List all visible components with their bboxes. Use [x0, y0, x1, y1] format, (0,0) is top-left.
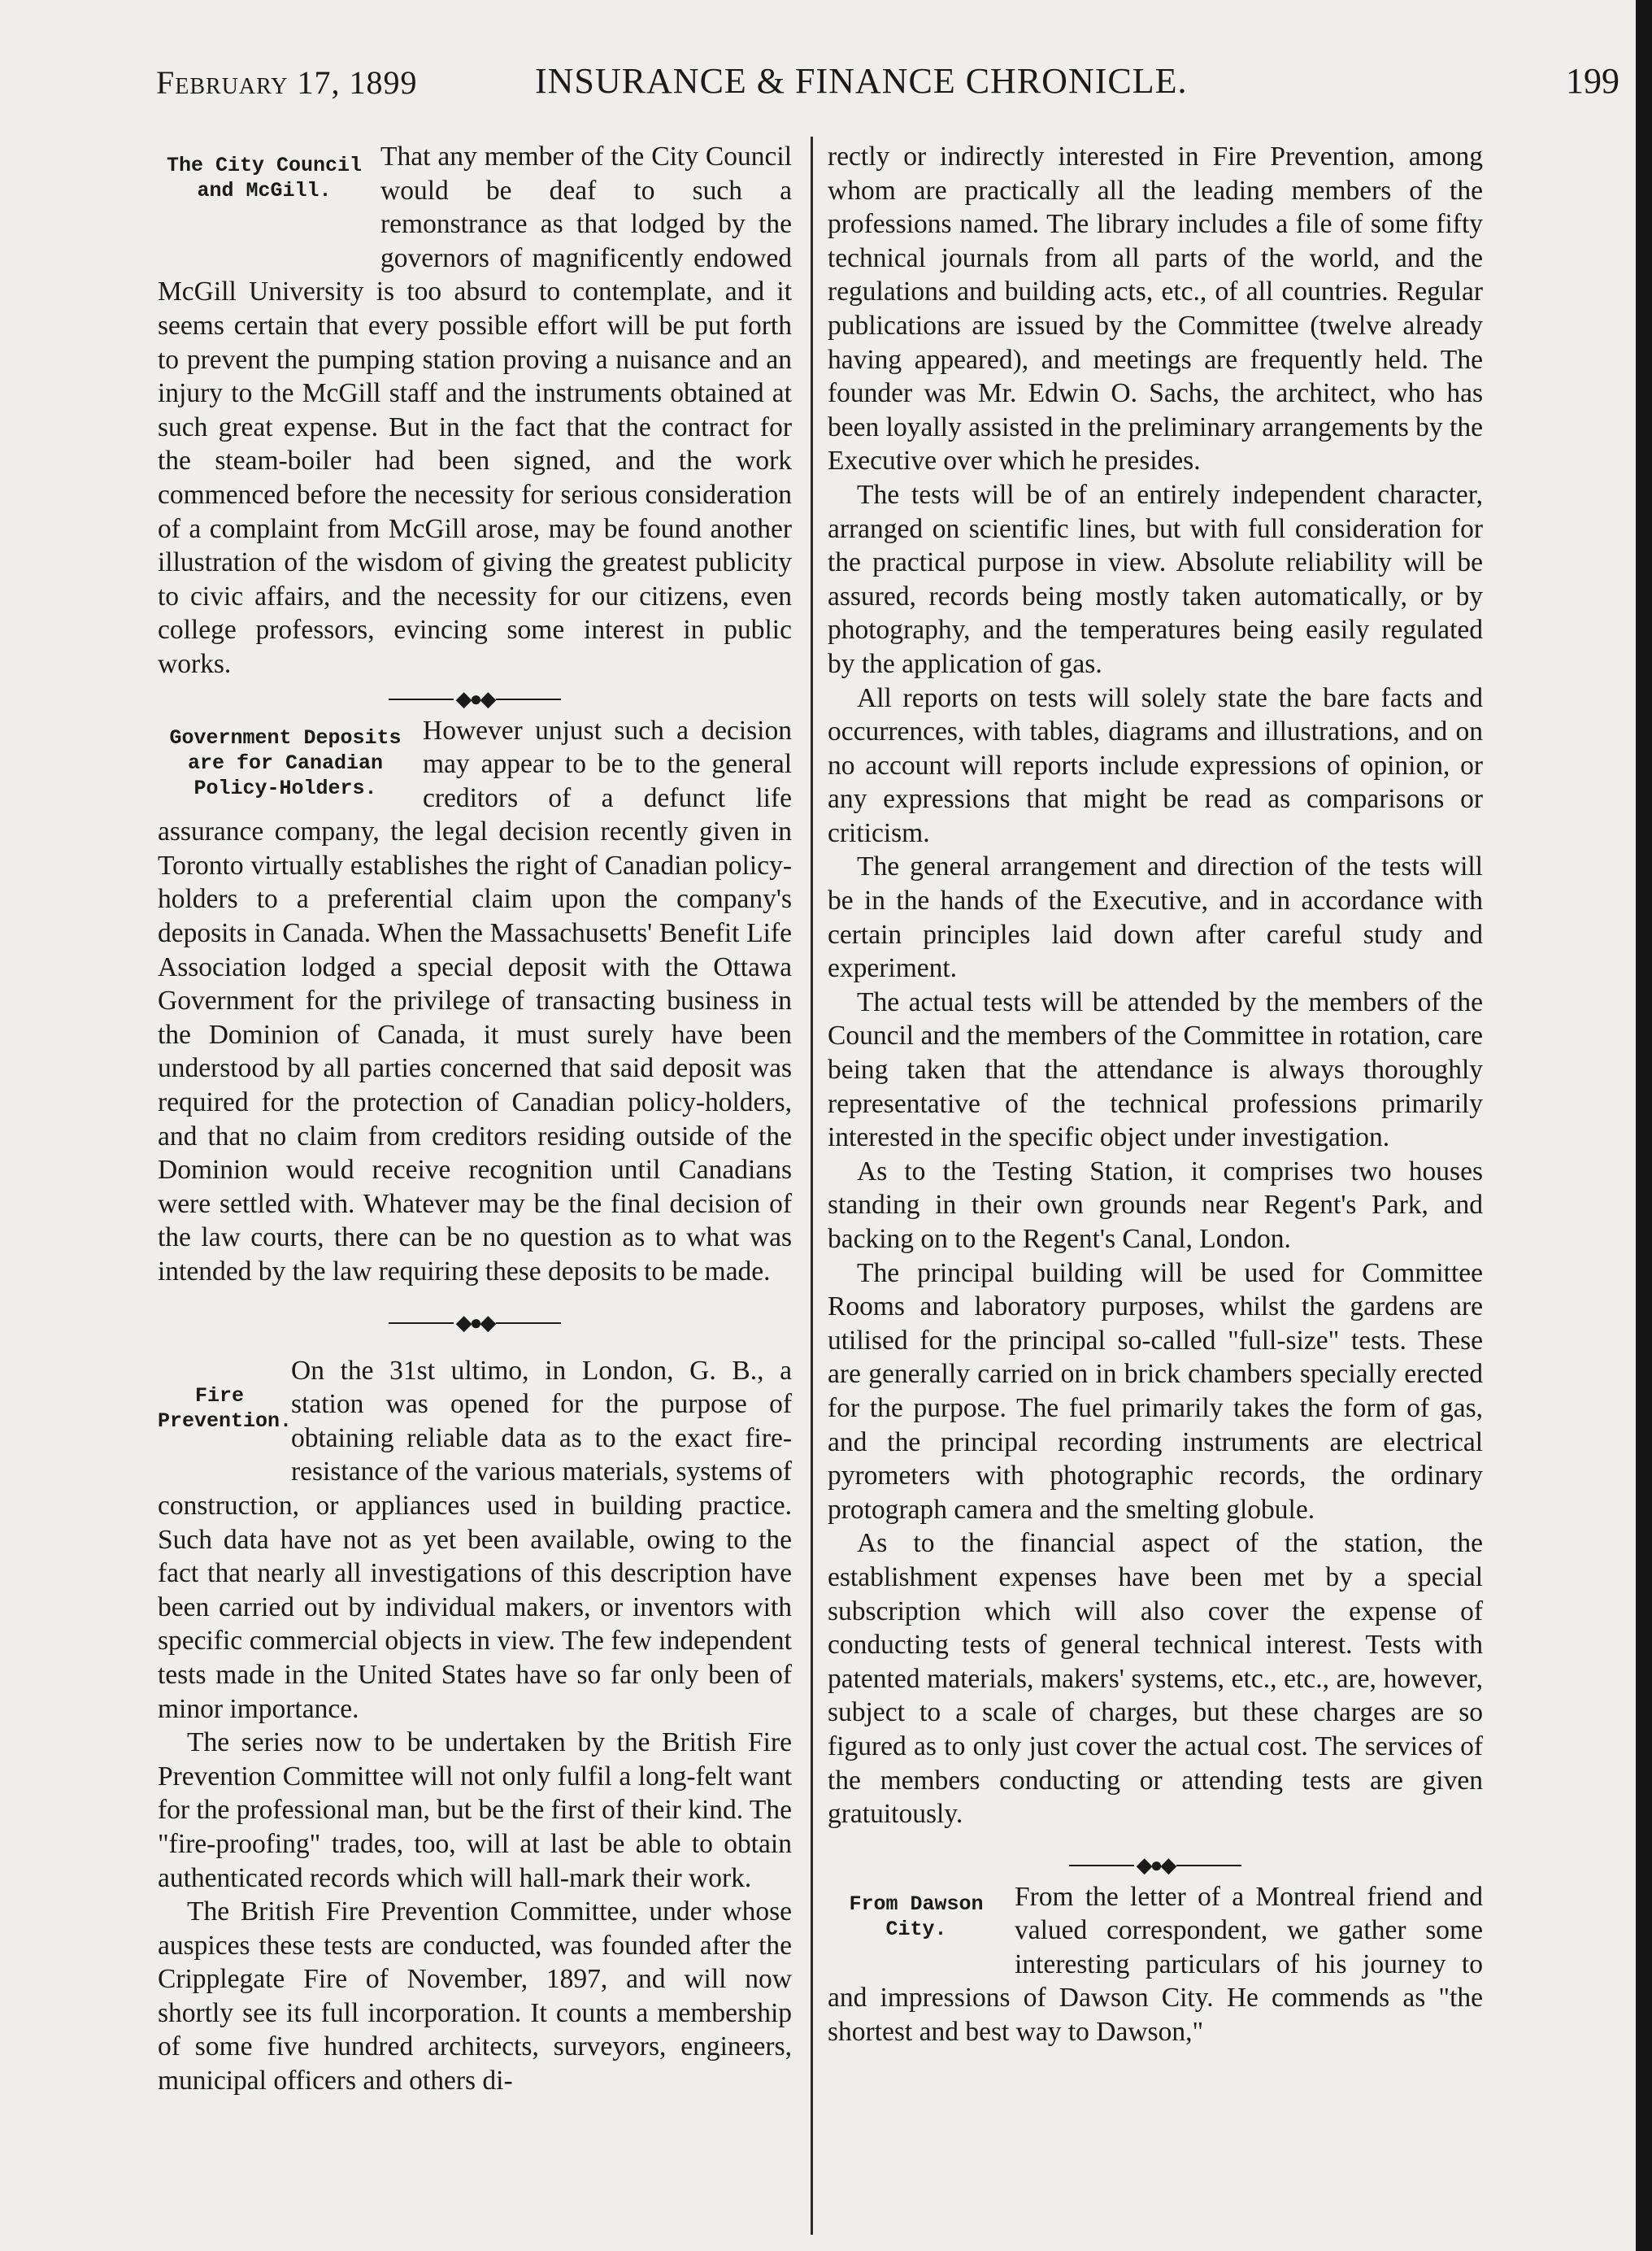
article-fire-prevention-para3: The British Fire Prevention Committee, under whose auspices these tests are conducted, was founded after the Cripplegate Fire of November, 1897, and will now shortly see its full incorporation. It counts a membership of some five hundred architects, surveyors, engineers, municipal officers and others di-	[158, 1896, 792, 2096]
right-column	[828, 140, 1483, 2049]
publication-title: INSURANCE & FINANCE CHRONICLE.	[535, 61, 1188, 101]
paragraph: The general arrangement and direction of the tests will be in the hands of the Executive, and in accordance with certain principles laid down after careful study and experiment.	[828, 851, 1483, 984]
paragraph: The actual tests will be attended by the members of the Council and the members of the Committee in rotation, care being taken that the attendance is always thoroughly representative of the technical professions primarily interested in the specific object under investigation.	[828, 986, 1483, 1153]
section-divider: ◆●◆	[828, 1848, 1483, 1880]
paragraph: The tests will be of an entirely independent character, arranged on scientific lines, but with full consideration for the practical purpose in view. Absolute reliability will be assured, records being mostly taken automatically, or by photography, and the temperatures being easily regulated by the application of gas.	[828, 479, 1483, 679]
section-divider: ◆●◆	[158, 1305, 792, 1338]
paragraph: As to the Testing Station, it comprises two houses standing in their own grounds near Regent's Park, and backing on to the Regent's Canal, London.	[828, 1156, 1483, 1254]
column-rule	[811, 137, 813, 2235]
side-heading-government-deposits: Government Deposits are for Canadian Policy-Holders.	[169, 725, 402, 800]
scan-edge	[1636, 0, 1652, 2251]
paragraph: As to the financial aspect of the station, the establishment expenses have been met by a special subscription which will also cover the expense of conducting tests of general technical interest. Tests with patented materials, makers' systems, etc., etc., are, however, subject to a scale of charges, but these charges are so figured as to only just cover the actual cost. The services of the members conducting or attending tests are given gratuitously.	[828, 1528, 1483, 1830]
article-dawson-city: From the letter of a Montreal friend and valued correspondent, we gather some interesting particulars of his journey to and impressions of Dawson City. He commends as "the shortest and best way to Dawson,"	[828, 1881, 1483, 2048]
article-fire-prevention-para2: The series now to be undertaken by the British Fire Prevention Committee will not only fulfil a long-felt want for the professional man, but be the first of their kind. The "fire-proofing" trades, too, will at last be able to obtain authenticated records which will hall-mark their work.	[158, 1727, 792, 1893]
article-city-council: That any member of the City Council would be deaf to such a remonstrance as that lodged by the governors of magnificently endowed McGill University is too absurd to contemplate, and it seems certain that every possible effort will be put forth to prevent the pumping station proving a nuisance and an injury to the McGill staff and the instruments obtained at such great expense. But in the fact that the contract for the steam-boiler had been signed, and the work commenced before the necessity for serious consideration of a complaint from McGill arose, may be found another illustration of the wisdom of giving the greatest publicity to civic affairs, and the necessity for our citizens, even college professors, evincing some interest in public works.	[158, 142, 792, 679]
article-government-deposits: However unjust such a decision may appear to be to the general creditors of a defunct life assurance company, the legal decision recently given in Toronto virtually establishes the right of Canadian policy-holders to a preferential claim upon the company's deposits in Canada. When the Massachusetts' Benefit Life Association lodged a special deposit with the Ottawa Government for the privilege of transacting business in the Dominion of Canada, it must surely have been understood by all parties concerned that said deposit was required for the protection of Canadian policy-holders, and that no claim from creditors residing outside of the Dominion would receive recognition until Canadians were settled with. Whatever may be the final decision of the law courts, there can be no question as to what was intended by the law requiring these deposits to be made.	[158, 715, 792, 1287]
paragraph: All reports on tests will solely state the bare facts and occurrences, with tables, diagrams and illustrations, and on no account will reports include expressions of opinion, or any expressions that might be read as comparisons or criticism.	[828, 682, 1483, 848]
issue-date: February 17, 1899	[156, 64, 418, 101]
side-heading-dawson-city: From Dawson City.	[849, 1892, 984, 1941]
page-number: 199	[1566, 61, 1619, 101]
side-heading-fire-prevention: Fire Prevention.	[158, 1383, 293, 1433]
section-divider: ◆●◆	[158, 681, 792, 714]
article-fire-prevention: On the 31st ultimo, in London, G. B., a station was opened for the purpose of obtaining reliable data as to the exact fire-resistance of the various materials, systems of construction, or appliances used in building practice. Such data have not as yet been available, owing to the fact that nearly all investigations of this description have been carried out by individual makers, or inventors with specific commercial objects in view. The few independent tests made in the United States have so far only been of minor importance.	[158, 1355, 792, 1724]
continued-paragraph: rectly or indirectly interested in Fire Prevention, among whom are practically all the leading members of the professions named. The library includes a file of some fifty technical journals from all parts of the world, and the regulations and building acts, etc., of all countries. Regular publications are issued by the Committee (twelve already having appeared), and meetings are frequently held. The founder was Mr. Edwin O. Sachs, the architect, who has been loyally assisted in the preliminary arrangements by the Executive over which he presides.	[828, 142, 1483, 477]
left-column	[158, 140, 792, 2098]
page-header	[156, 55, 1619, 112]
paragraph: The principal building will be used for Committee Rooms and laboratory purposes, whilst the gardens are utilised for the principal so-called "full-size" tests. These are generally carried on in brick chambers specially erected for the purpose. The fuel primarily takes the form of gas, and the principal recording instruments are electrical pyrometers with photographic records, the ordinary protograph camera and the smelting globule.	[828, 1257, 1483, 1525]
side-heading-city-council: The City Council and McGill.	[166, 154, 363, 202]
